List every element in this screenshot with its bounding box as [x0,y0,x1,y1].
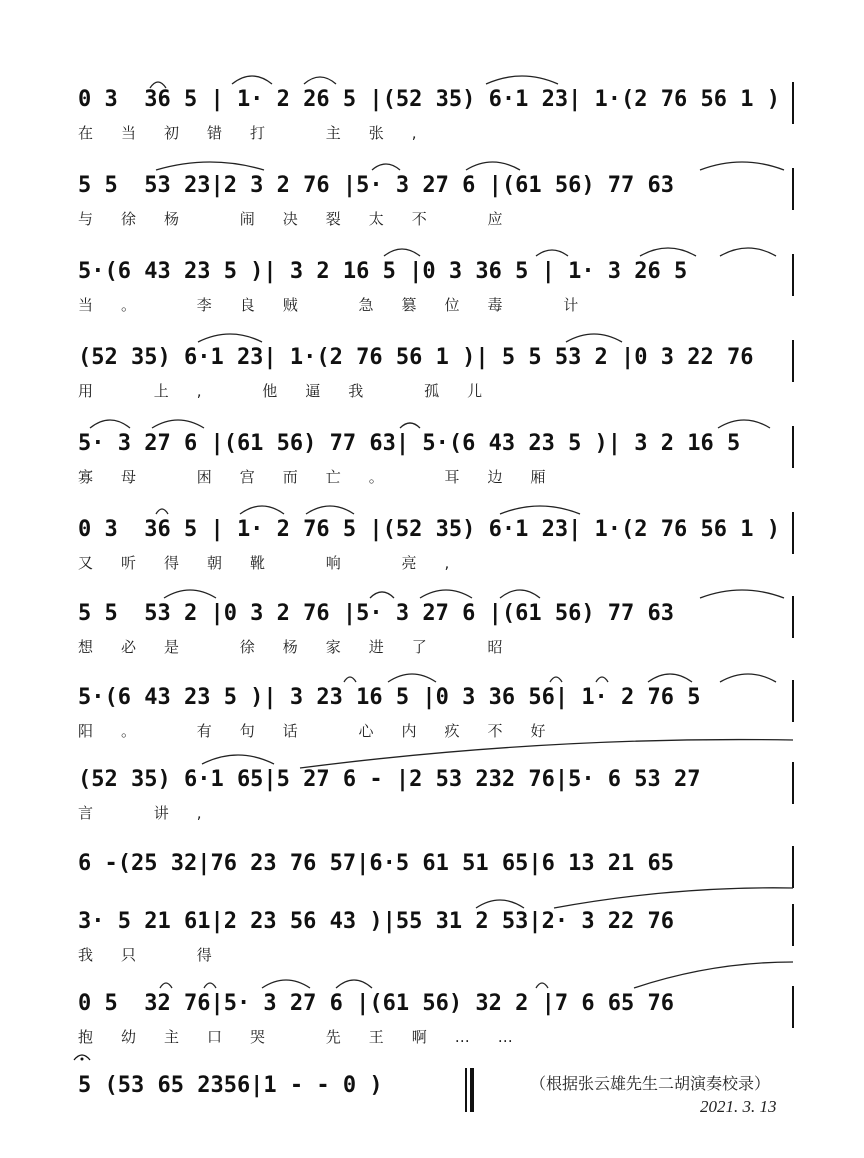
notation-line: 5 (53 65 2356|1 - - 0 ) [78,1073,383,1098]
notation-line: 5 5 53 23|2 3 2 76 |5· 3 27 6 |(61 56) 77 63 [78,173,675,198]
lyric-line: 与徐杨 闹决裂太不 应 [78,210,531,228]
notation-line: (52 35) 6·1 23| 1·(2 76 56 1 )| 5 5 53 2 |0 3 22 76 [78,345,754,370]
lyric-line: 用 上, 他逼我 孤儿 [78,382,511,400]
lyric-line: 言 讲, [78,804,230,822]
lyric-line: 我只 得 [78,946,240,964]
notation-line: 5 5 53 2 |0 3 2 76 |5· 3 27 6 |(61 56) 77 63 [78,601,675,626]
lyric-line: 又听得朝靴 响 亮, [78,554,478,572]
lyric-line: 当。 李良贼 急篡位毒 计 [78,296,607,314]
notation-line: 3· 5 21 61|2 23 56 43 )|55 31 2 53|2· 3 22 76 [78,909,675,934]
notation-line: 5· 3 27 6 |(61 56) 77 63| 5·(6 43 23 5 )| 3 2 16 5 [78,431,741,456]
notation-line: 5·(6 43 23 5 )| 3 23 16 5 |0 3 36 56| 1· 2 76 5 [78,685,701,710]
notation-line: 0 3 36 5 | 1· 2 26 5 |(52 35) 6·1 23| 1·(2 76 56 1 ) [78,87,780,112]
notation-line: 5·(6 43 23 5 )| 3 2 16 5 |0 3 36 5 | 1· 3 26 5 [78,259,688,284]
final-double-barline [466,1068,472,1112]
notation-line: 6 -(25 32|76 23 76 57|6·5 61 51 65|6 13 21 65 [78,851,675,876]
lyric-line: 寡母 困宫而亡。 耳边厢 [78,468,574,486]
date-note: 2021. 3. 13 [700,1097,777,1116]
lyric-line: 抱幼主口哭 先王啊…… [78,1028,541,1046]
lyric-line: 阳。 有句话 心内疚不好 [78,722,574,740]
notation-line: 0 5 32 76|5· 3 27 6 |(61 56) 32 2 |7 6 65 76 [78,991,675,1016]
lyric-line: 在当初错打 主张, [78,124,445,142]
notation-line: (52 35) 6·1 65|5 27 6 - |2 53 232 76|5· 6 53 27 [78,767,701,792]
slurs [90,76,793,988]
lyric-line: 想必是 徐杨家进了 昭 [78,638,531,656]
source-note: （根据张云雄先生二胡演奏校录） [530,1074,771,1093]
notation-line: 0 3 36 5 | 1· 2 76 5 |(52 35) 6·1 23| 1·(2 76 56 1 ) [78,517,780,542]
fermata-dot [74,1055,90,1061]
